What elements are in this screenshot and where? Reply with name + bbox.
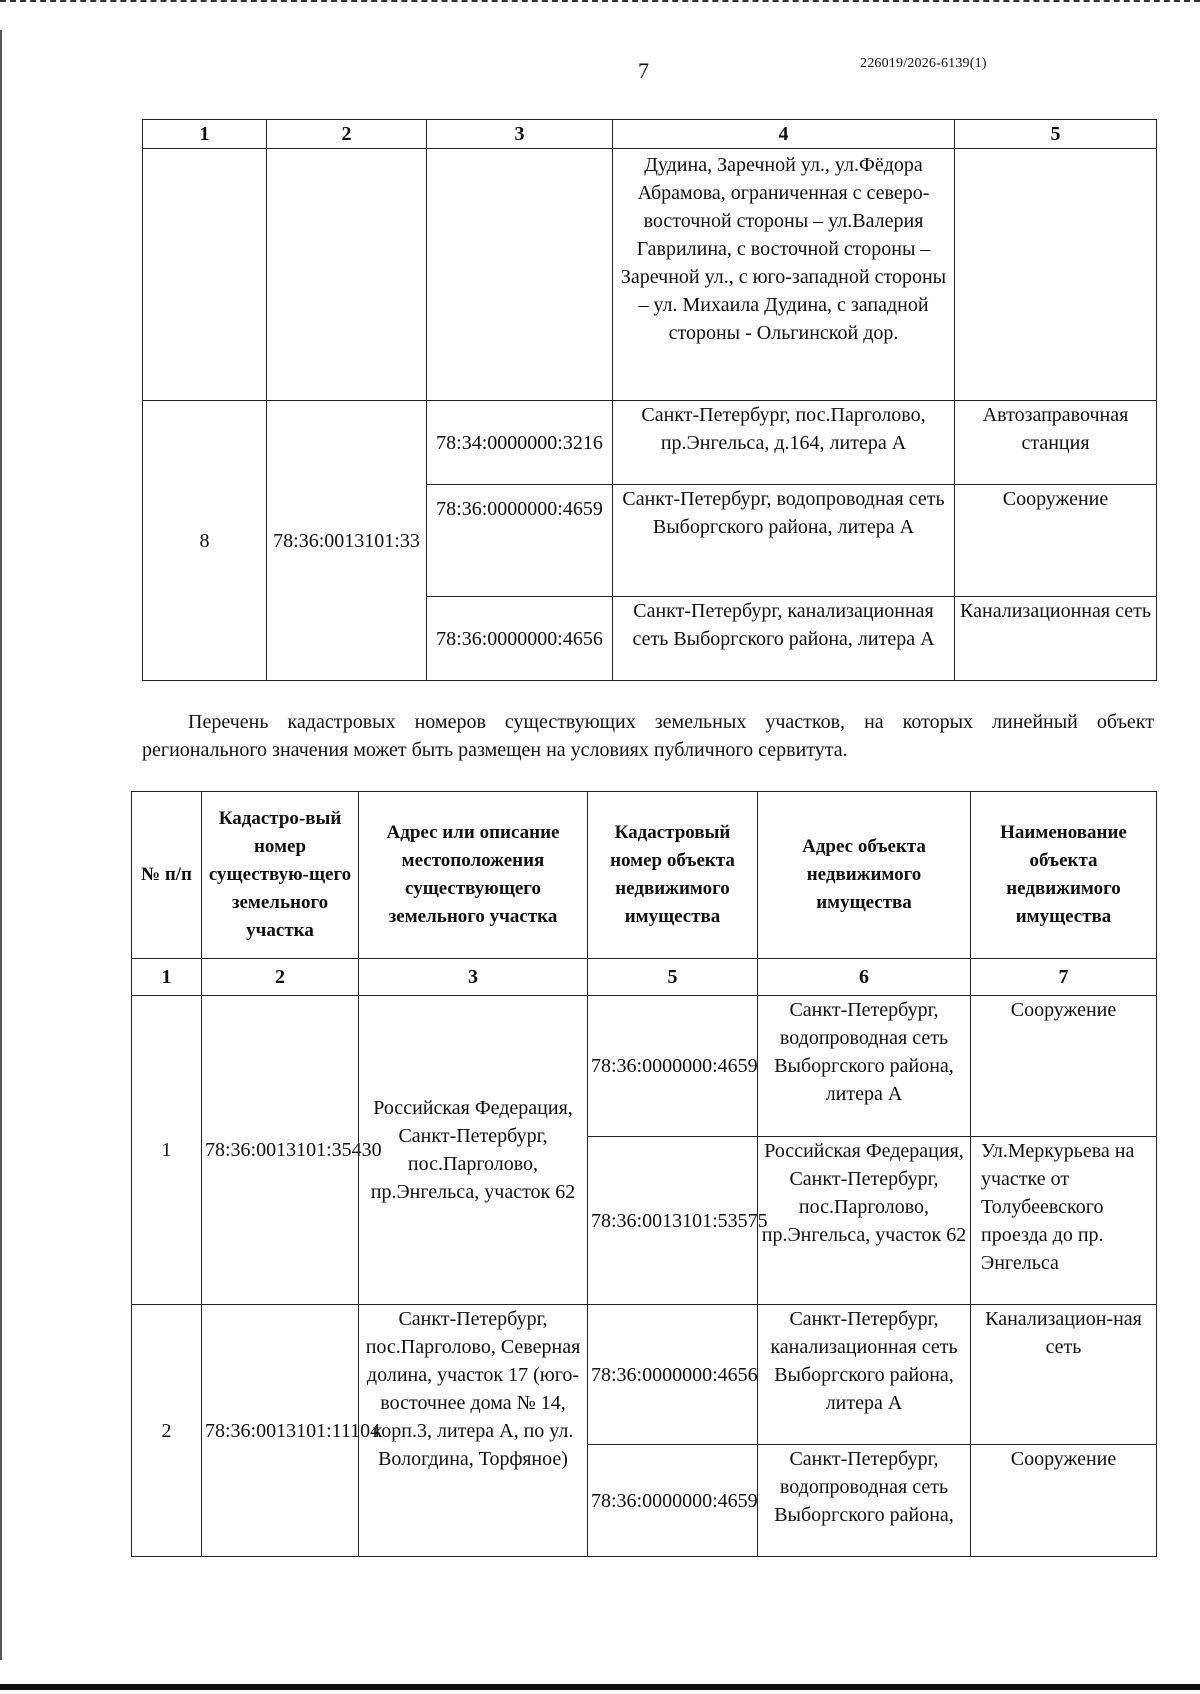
scan-border-top	[0, 0, 1200, 4]
scan-border-bottom	[0, 1684, 1200, 1690]
row-number: 8	[143, 401, 267, 681]
object-name: Канализационная сеть	[955, 597, 1157, 681]
land-plot-cadastral-number: 78:36:0013101:35430	[202, 996, 359, 1305]
land-plot-address: Санкт-Петербург, пос.Парголово, Северная долина, участок 17 (юго-восточнее дома № 14, корп.3, литера А, по ул. Вологдина, Торфяное)	[359, 1305, 588, 1557]
column-index-row	[132, 959, 1157, 996]
object-address: Санкт-Петербург, канализационная сеть Выборгского района, литера А	[613, 597, 955, 681]
object-name: Автозаправочная станция	[955, 401, 1157, 485]
column-index: 1	[132, 959, 202, 996]
column-header: № п/п	[132, 792, 202, 959]
column-header: Кадастровый номер объекта недвижимого имущества	[588, 792, 758, 959]
object-cadastral-number: 78:36:0000000:4656	[588, 1305, 758, 1445]
object-address: Дудина, Заречной ул., ул.Фёдора Абрамова, ограниченная с северо-восточной стороны – ул.Валерия Гаврилина, с восточной стороны – Заречной ул., с юго-западной стороны – ул. Михаила Дудина, с западной стороны - Ольгинской дор.	[613, 149, 955, 401]
table-row	[143, 149, 1157, 401]
column-index: 2	[202, 959, 359, 996]
object-cadastral-number: 78:36:0013101:53575	[588, 1137, 758, 1305]
land-plot-cadastral-number: 78:36:0013101:33	[267, 401, 427, 681]
column-index: 6	[758, 959, 971, 996]
object-name: Ул.Меркурьева на участке от Толубеевского проезда до пр. Энгельса	[971, 1137, 1157, 1305]
table-row	[132, 1305, 1157, 1445]
section-paragraph: Перечень кадастровых номеров существующих земельных участков, на которых линейный объект регионального значения может быть размещен на условиях публичного сервитута.	[142, 711, 1154, 761]
column-index: 1	[143, 120, 267, 149]
column-header: Адрес или описание местоположения существующего земельного участка	[359, 792, 588, 959]
column-index: 4	[613, 120, 955, 149]
column-header: Адрес объекта недвижимого имущества	[758, 792, 971, 959]
object-address: Санкт-Петербург, водопроводная сеть Выборгского района, литера А	[613, 485, 955, 597]
object-name: Сооружение	[971, 1445, 1157, 1557]
column-header: Кадастро-вый номер существую-щего земельного участка	[202, 792, 359, 959]
column-index: 3	[427, 120, 613, 149]
object-cadastral-number: 78:34:0000000:3216	[427, 401, 613, 485]
column-index: 7	[971, 959, 1157, 996]
column-index-row	[143, 120, 1157, 149]
land-plot-address: Российская Федерация, Санкт-Петербург, пос.Парголово, пр.Энгельса, участок 62	[359, 996, 588, 1305]
object-name: Канализацион-ная сеть	[971, 1305, 1157, 1445]
column-index: 5	[955, 120, 1157, 149]
page-number: 7	[638, 58, 649, 83]
column-index: 3	[359, 959, 588, 996]
table-header-row	[132, 792, 1157, 959]
object-address: Санкт-Петербург, пос.Парголово, пр.Энгельса, д.164, литера А	[613, 401, 955, 485]
object-address: Санкт-Петербург, канализационная сеть Выборгского района, литера А	[758, 1305, 971, 1445]
column-index: 2	[267, 120, 427, 149]
object-cadastral-number: 78:36:0000000:4656	[427, 597, 613, 681]
object-address: Российская Федерация, Санкт-Петербург, пос.Парголово, пр.Энгельса, участок 62	[758, 1137, 971, 1305]
object-address: Санкт-Петербург, водопроводная сеть Выборгского района,	[758, 1445, 971, 1557]
object-name: Сооружение	[955, 485, 1157, 597]
object-name: Сооружение	[971, 996, 1157, 1137]
table-row	[132, 996, 1157, 1137]
object-cadastral-number: 78:36:0000000:4659	[588, 996, 758, 1137]
document-code: 226019/2026-6139(1)	[860, 56, 987, 71]
object-cadastral-number: 78:36:0000000:4659	[588, 1445, 758, 1557]
scan-border-left	[0, 30, 2, 1660]
row-number: 1	[132, 996, 202, 1305]
land-plots-table	[131, 791, 1157, 1557]
object-address: Санкт-Петербург, водопроводная сеть Выборгского района, литера А	[758, 996, 971, 1137]
table-row	[143, 401, 1157, 485]
row-number: 2	[132, 1305, 202, 1557]
column-header: Наименование объекта недвижимого имущества	[971, 792, 1157, 959]
object-cadastral-number: 78:36:0000000:4659	[427, 485, 613, 597]
land-plot-cadastral-number: 78:36:0013101:11104	[202, 1305, 359, 1557]
column-index: 5	[588, 959, 758, 996]
objects-table-continued	[142, 119, 1157, 681]
